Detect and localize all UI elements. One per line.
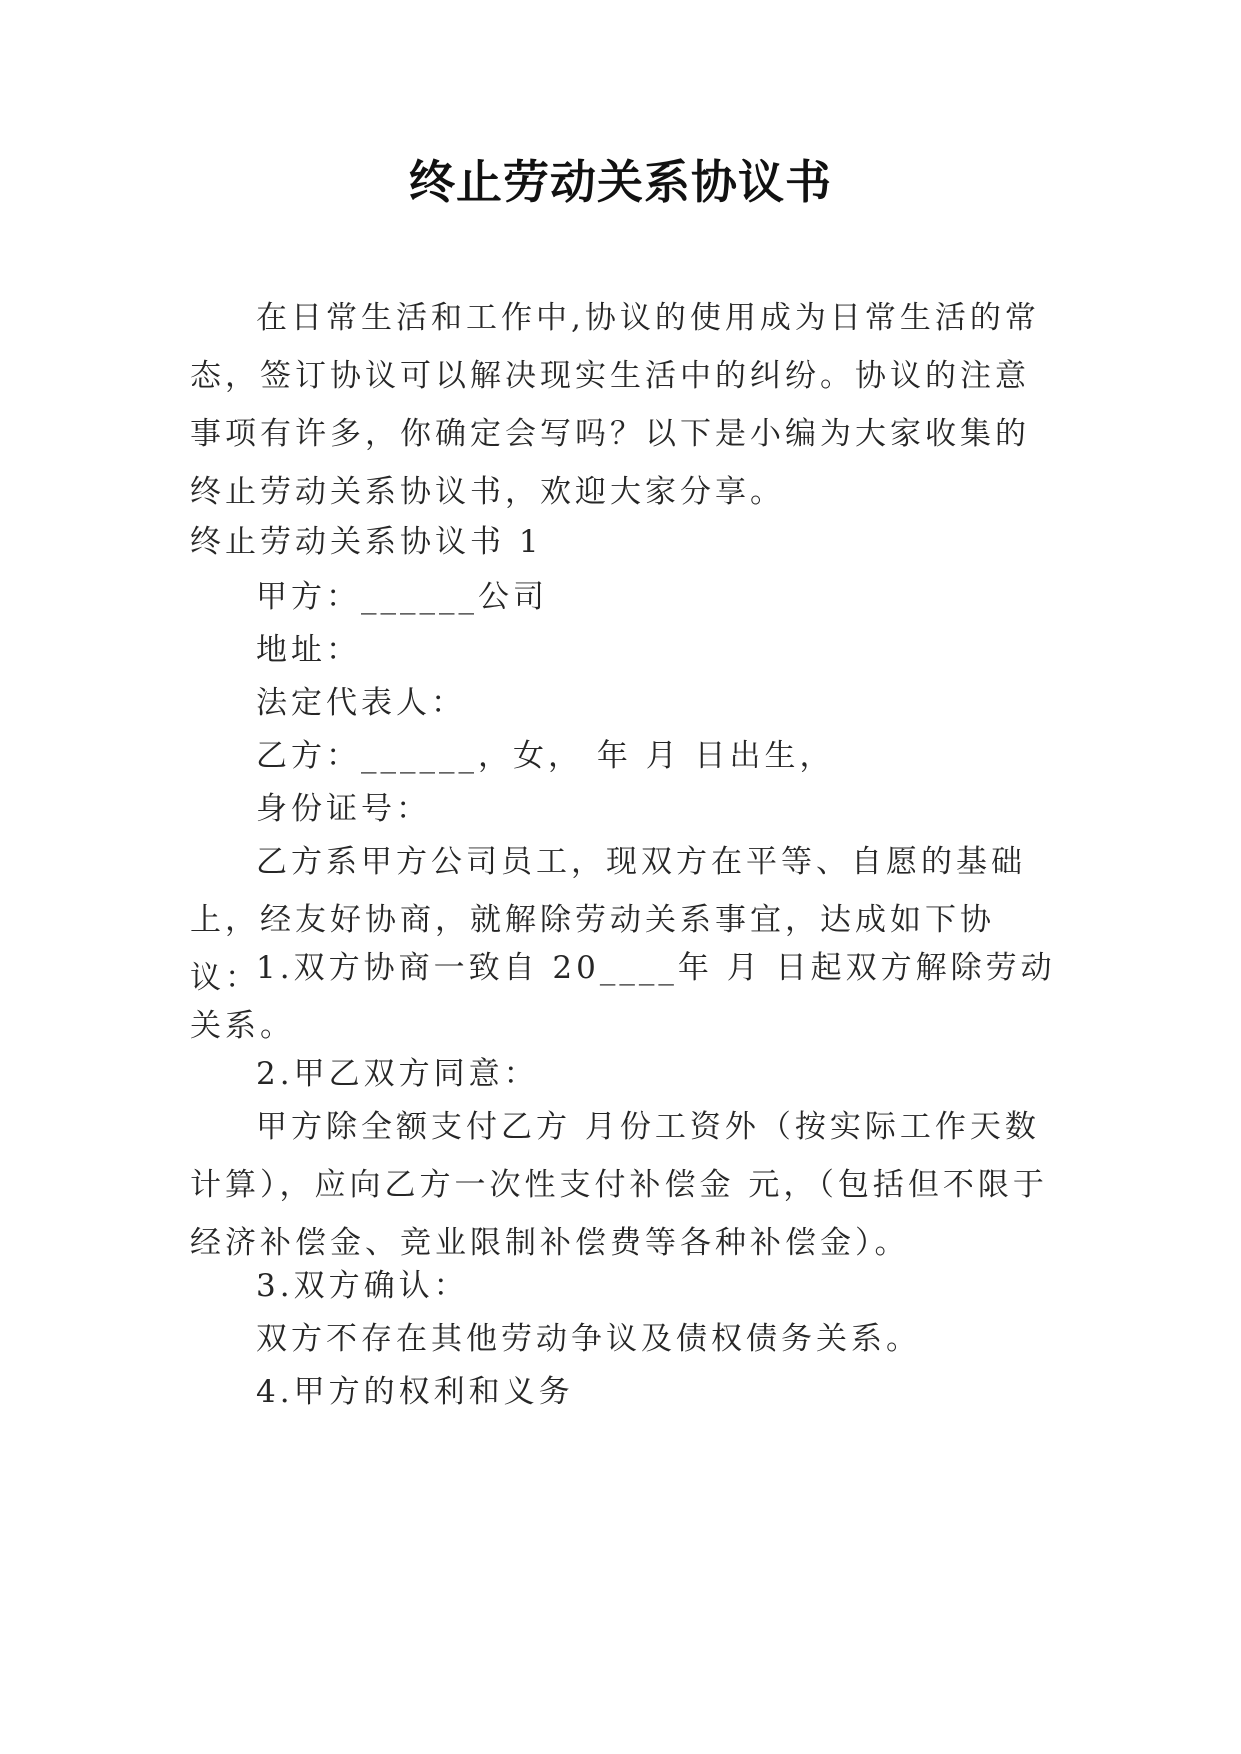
- clause-2-paragraph: 甲方除全额支付乙方 月份工资外（按实际工作天数计算），应向乙方一次性支付补偿金 元，（包括但不限于经济补偿金、竞业限制补偿费等各种补偿金）。: [190, 1109, 1048, 1261]
- id-number-line: 身份证号：: [256, 791, 431, 827]
- party-a-line: 甲方：______公司: [256, 579, 548, 615]
- clause-4-heading: 4.甲方的权利和义务: [256, 1374, 574, 1410]
- address-line: 地址：: [256, 632, 361, 668]
- clause-2-heading: 2.甲乙双方同意：: [256, 1056, 539, 1092]
- section-heading: 终止劳动关系协议书 1: [190, 524, 543, 560]
- intro-paragraph: 在日常生活和工作中,协议的使用成为日常生活的常态，签订协议可以解决现实生活中的纠纷。协议的注意事项有许多，你确定会写吗？以下是小编为大家收集的终止劳动关系协议书，欢迎大家分享。: [190, 300, 1040, 510]
- clause-3-heading: 3.双方确认：: [256, 1268, 469, 1304]
- preamble-paragraph: 乙方系甲方公司员工，现双方在平等、自愿的基础上，经友好协商，就解除劳动关系事宜，达成如下协议：: [190, 844, 1026, 996]
- clause-3-body: 双方不存在其他劳动争议及债权债务关系。: [256, 1321, 921, 1357]
- document-title: 终止劳动关系协议书: [409, 155, 832, 209]
- legal-representative-line: 法定代表人：: [256, 685, 466, 721]
- clause-1-paragraph: 1.双方协商一致自 20____年 月 日起双方解除劳动关系。: [190, 950, 1056, 1044]
- party-b-line: 乙方：______，女， 年 月 日出生，: [256, 738, 835, 774]
